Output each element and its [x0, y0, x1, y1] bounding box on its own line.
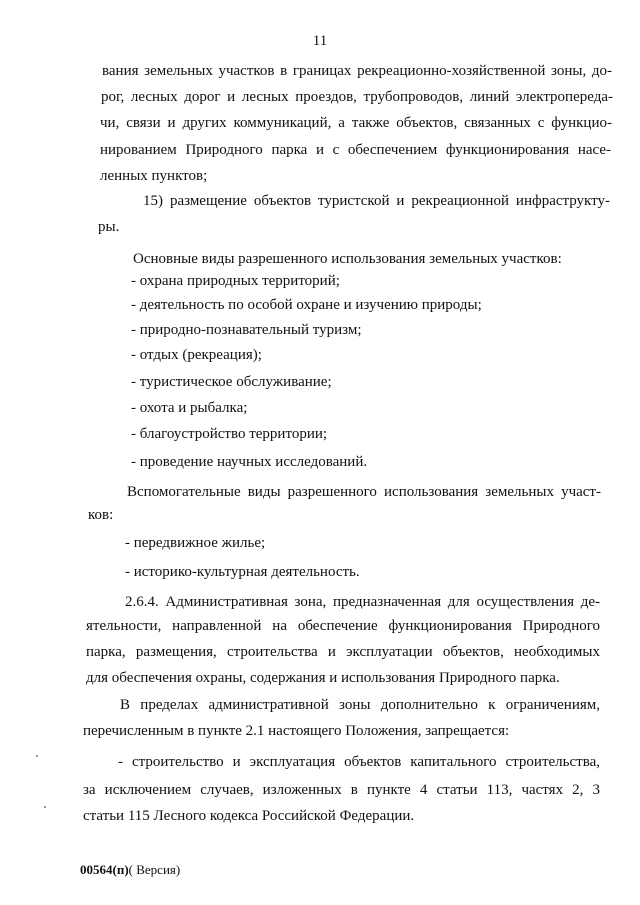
list-item: - историко-культурная деятельность. [125, 564, 360, 580]
text-line: ры. [98, 219, 120, 235]
footer-version-label: ( Версия) [128, 862, 181, 877]
text-line: рог, лесных дорог и лесных проездов, трубопроводов, линий электропереда- [101, 89, 613, 105]
text-line: ятельности, направленной на обеспечение функционирования Природного [86, 618, 600, 634]
list-item: - передвижное жилье; [125, 535, 266, 551]
list-item: - охрана природных территорий; [131, 273, 340, 289]
list-item: - благоустройство территории; [131, 426, 328, 442]
list-item: - проведение научных исследований. [131, 454, 368, 470]
text-line: статьи 115 Лесного кодекса Российской Федерации. [83, 808, 415, 824]
text-line: парка, размещения, строительства и эксплуатации объектов, необходимых [86, 644, 600, 660]
list-item: - отдых (рекреация); [131, 347, 262, 363]
page-number: 11 [312, 33, 328, 49]
text-line: перечисленным в пункте 2.1 настоящего Положения, запрещается: [83, 723, 510, 739]
list-item: - строительство и эксплуатация объектов капитального строительства, [118, 754, 600, 770]
text-line: для обеспечения охраны, содержания и использования Природного парка. [86, 670, 560, 686]
text-line: Вспомогательные виды разрешенного использования земельных участ- [127, 484, 601, 500]
list-item: - природно-познавательный туризм; [131, 322, 362, 338]
text-line: вания земельных участков в границах рекреационно-хозяйственной зоны, до- [102, 63, 612, 79]
text-line: нированием Природного парка и с обеспечением функционирования насе- [100, 142, 611, 158]
list-item: - деятельность по особой охране и изучению природы; [131, 297, 482, 313]
text-line: чи, связи и других коммуникаций, а также объектов, связанных с функцио- [100, 115, 612, 131]
text-line: В пределах административной зоны дополнительно к ограничениям, [120, 697, 600, 713]
text-line: Основные виды разрешенного использования земельных участков: [133, 251, 562, 267]
scan-speck [36, 755, 38, 757]
text-line: ков: [88, 507, 114, 523]
list-item: - туристическое обслуживание; [131, 374, 332, 390]
text-line: за исключением случаев, изложенных в пункте 4 статьи 113, частях 2, 3 [83, 782, 600, 798]
text-line: ленных пунктов; [100, 168, 208, 184]
footer-version [80, 862, 180, 878]
text-line: 2.6.4. Административная зона, предназначенная для осуществления де- [125, 594, 600, 610]
scan-speck [44, 806, 46, 808]
text-line: 15) размещение объектов туристской и рекреационной инфраструкту- [143, 193, 610, 209]
list-item: - охота и рыбалка; [131, 400, 248, 416]
footer-code: 00564(п) [80, 862, 129, 877]
